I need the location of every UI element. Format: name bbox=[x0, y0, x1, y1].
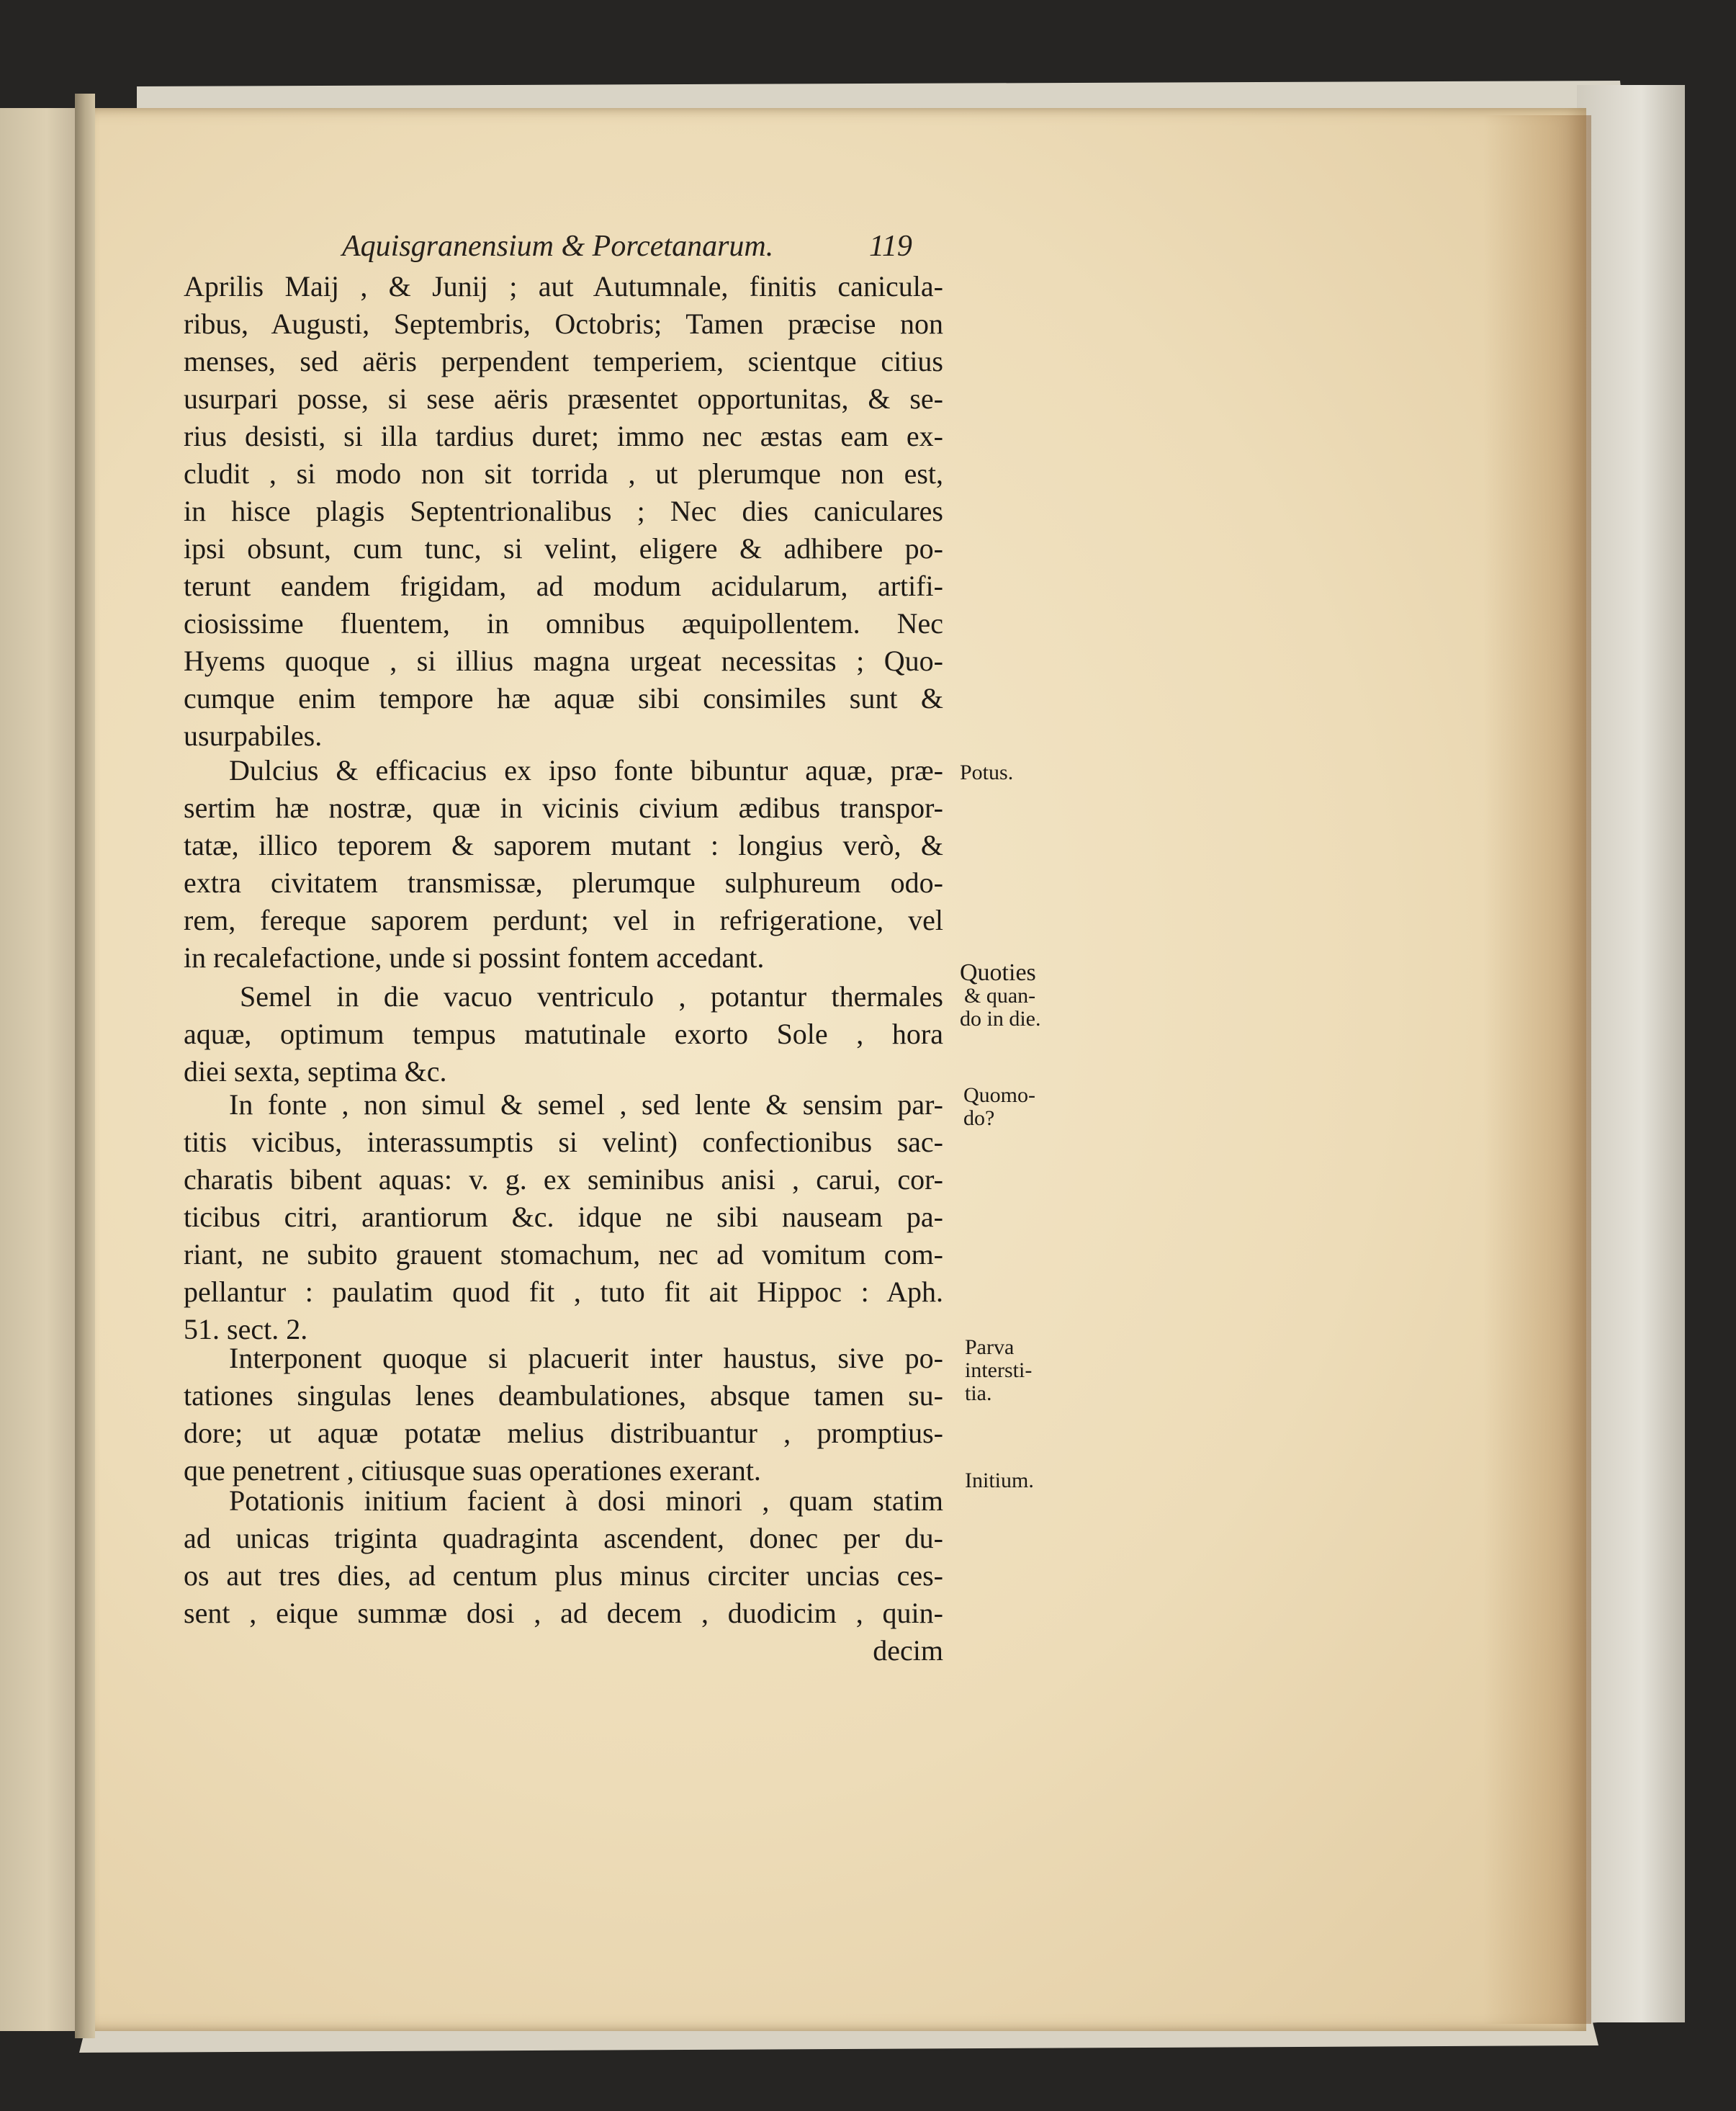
margin-note-line: Potus. bbox=[960, 761, 1014, 784]
text-line: in hisce plagis Septentrionalibus ; Nec dies caniculares bbox=[184, 495, 943, 527]
text-line: menses, sed aëris perpendent temperiem, scientque citius bbox=[184, 345, 943, 377]
text-line: ad unicas triginta quadraginta ascendent, donec per du- bbox=[184, 1522, 943, 1554]
text-line: Semel in die vacuo ventriculo , potantur thermales bbox=[240, 980, 943, 1013]
text-line: Interponent quoque si placuerit inter haustus, sive po- bbox=[229, 1342, 943, 1374]
margin-note-line: Parva bbox=[965, 1335, 1015, 1359]
text-line: sent , eique summæ dosi , ad decem , duodicim , quin- bbox=[184, 1597, 943, 1629]
text-line: diei sexta, septima &c. bbox=[184, 1055, 447, 1088]
margin-note-quomodo bbox=[963, 1084, 1035, 1130]
text-line: que penetrent , citiusque suas operationes exerant. bbox=[184, 1454, 761, 1487]
catchword: decim bbox=[873, 1634, 943, 1667]
running-title: Aquisgranensium & Porcetanarum. bbox=[342, 230, 774, 263]
margin-note-line: tia. bbox=[965, 1381, 992, 1405]
text-line: in recalefactione, unde si possint fontem accedant. bbox=[184, 941, 765, 974]
page-edge-foxing bbox=[1483, 115, 1591, 2024]
margin-note-line: intersti- bbox=[965, 1358, 1033, 1382]
text-line: rius desisti, si illa tardius duret; immo nec æstas eam ex- bbox=[184, 420, 943, 452]
text-line: ticibus citri, arantiorum &c. idque ne sibi nauseam pa- bbox=[184, 1201, 943, 1233]
margin-note-line: Quomo- bbox=[963, 1083, 1035, 1107]
cover-board-edge bbox=[1577, 85, 1685, 2022]
margin-note-potus bbox=[960, 761, 1013, 784]
text-line: ciosissime fluentem, in omnibus æquipollentem. Nec bbox=[184, 607, 943, 640]
text-line: usurpabiles. bbox=[184, 720, 323, 752]
text-line: os aut tres dies, ad centum plus minus circiter uncias ces- bbox=[184, 1559, 943, 1592]
text-line: aquæ, optimum tempus matutinale exorto Sole , hora bbox=[184, 1018, 943, 1050]
text-line: ipsi obsunt, cum tunc, si velint, eligere & adhibere po- bbox=[184, 532, 943, 565]
text-line: Hyems quoque , si illius magna urgeat necessitas ; Quo- bbox=[184, 645, 943, 677]
margin-note-parva bbox=[965, 1336, 1032, 1405]
text-line: Dulcius & efficacius ex ipso fonte bibuntur aquæ, præ- bbox=[229, 754, 943, 786]
book-gutter bbox=[75, 94, 95, 2038]
text-line: usurpari posse, si sese aëris præsentet opportunitas, & se- bbox=[184, 382, 943, 415]
facing-page-edge bbox=[0, 108, 85, 2031]
text-line: charatis bibent aquas: v. g. ex seminibus anisi , carui, cor- bbox=[184, 1163, 943, 1196]
text-line: Aprilis Maij , & Junij ; aut Autumnale, finitis canicula- bbox=[184, 270, 943, 302]
margin-note-initium bbox=[965, 1469, 1034, 1492]
text-line: riant, ne subito grauent stomachum, nec ad vomitum com- bbox=[184, 1238, 943, 1270]
text-line: pellantur : paulatim quod fit , tuto fit ait Hippoc : Aph. bbox=[184, 1276, 943, 1308]
text-line: dore; ut aquæ potatæ melius distribuantur , promptius- bbox=[184, 1417, 943, 1449]
text-line: ribus, Augusti, Septembris, Octobris; Tamen præcise non bbox=[184, 308, 943, 340]
text-line: cumque enim tempore hæ aquæ sibi consimiles sunt & bbox=[184, 682, 943, 714]
margin-note-line: do in die. bbox=[960, 1007, 1041, 1031]
text-line: rem, fereque saporem perdunt; vel in refrigeratione, vel bbox=[184, 904, 943, 936]
text-line: terunt eandem frigidam, ad modum acidularum, artifi- bbox=[184, 570, 943, 602]
margin-note-quoties bbox=[960, 959, 1041, 1031]
margin-note-line: do? bbox=[963, 1106, 995, 1130]
text-line: Potationis initium facient à dosi minori , quam statim bbox=[229, 1484, 943, 1517]
text-line: titis vicibus, interassumptis si velint) confectionibus sac- bbox=[184, 1126, 943, 1158]
text-line: In fonte , non simul & semel , sed lente & sensim par- bbox=[229, 1088, 943, 1121]
text-line: extra civitatem transmissæ, plerumque sulphureum odo- bbox=[184, 866, 943, 899]
text-line: cludit , si modo non sit torrida , ut plerumque non est, bbox=[184, 457, 943, 490]
text-line: sertim hæ nostræ, quæ in vicinis civium ædibus transpor- bbox=[184, 792, 943, 824]
margin-note-line: Initium. bbox=[965, 1469, 1034, 1492]
margin-note-line: Quoties bbox=[960, 959, 1036, 986]
text-line: tationes singulas lenes deambulationes, absque tamen su- bbox=[184, 1379, 943, 1412]
text-line: 51. sect. 2. bbox=[184, 1313, 308, 1345]
text-line: tatæ, illico teporem & saporem mutant : longius verò, & bbox=[184, 829, 943, 861]
page-number: 119 bbox=[869, 230, 912, 263]
margin-note-line: & quan- bbox=[964, 984, 1036, 1008]
